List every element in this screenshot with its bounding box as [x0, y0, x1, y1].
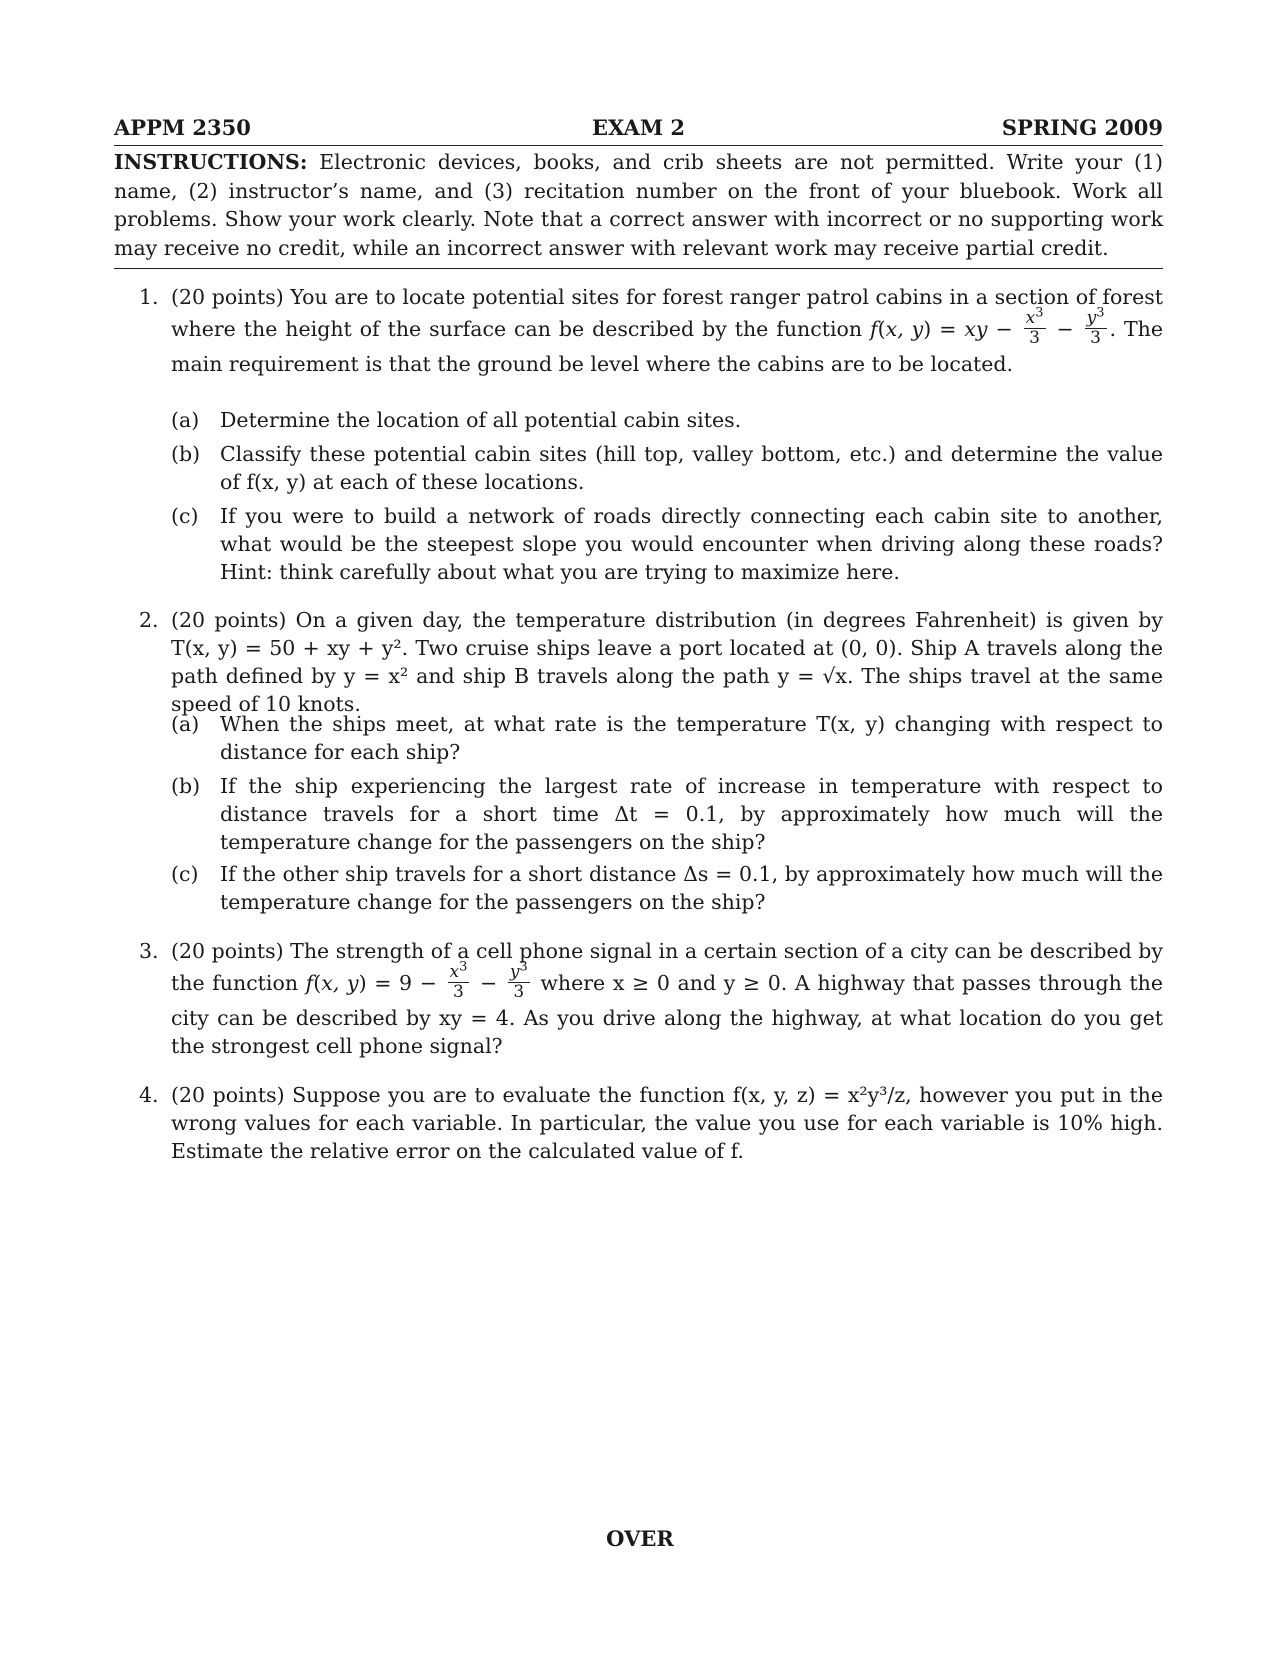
- instructions-block: [114, 148, 1163, 269]
- problem-number: 4.: [139, 1083, 159, 1107]
- exam-title: EXAM 2: [591, 115, 685, 140]
- problem-3: [114, 937, 1163, 1060]
- part-text: If you were to build a network of roads directly connecting each cabin site to another, what would be the steepest slope you would encounter when driving along these roads? Hint: think carefully about what you are trying to maximize here.: [220, 504, 1163, 584]
- problem-1c: [171, 502, 1163, 586]
- course-code: APPM 2350: [114, 115, 251, 140]
- problem-number: 3.: [139, 939, 159, 963]
- problem-number: 2.: [139, 608, 159, 632]
- instructions-text: Electronic devices, books, and crib sheets are not permitted. Write your (1) name, (2) instructor’s name, and (3) recitation number on the front of your bluebook. Work all problems. Show your work clearly. Note that a correct answer with incorrect or no supporting work may receive no credit, while an incorrect answer with relevant work may receive partial credit.: [114, 150, 1163, 260]
- part-text: Classify these potential cabin sites (hill top, valley bottom, etc.) and determine the value of f(x, y) at each of these locations.: [220, 442, 1163, 494]
- problem-1b: [171, 440, 1163, 496]
- problem-1-text-b: . The main requirement is that the ground be level where the cabins are to be located.: [171, 317, 1163, 376]
- problem-2b: [171, 772, 1163, 856]
- problem-text: (20 points) Suppose you are to evaluate the function f(x, y, z) = x²y³/z, however you put in the wrong values for each variable. In particular, the value you use for each variable is 10% high. Estimate the relative error on the calculated value of f.: [171, 1083, 1163, 1163]
- problem-3-text-b: where x ≥ 0 and y ≥ 0. A highway that passes through the city can be described by xy = 4. As you drive along the highway, at what location do you get the strongest cell phone signal?: [171, 971, 1163, 1058]
- over-label: OVER: [606, 1526, 674, 1551]
- instructions-label: INSTRUCTIONS:: [114, 150, 308, 174]
- problem-3-text-a: (20 points) The strength of a cell phone signal in a certain section of a city can be described by the function: [171, 939, 1163, 995]
- problem-text: [171, 283, 1163, 378]
- problem-1-text-a: (20 points) You are to locate potential sites for forest ranger patrol cabins in a section of forest where the height of the surface can be described by the function: [171, 285, 1163, 341]
- part-label: (a): [171, 408, 200, 432]
- part-label: (c): [171, 504, 199, 528]
- problem-1: [114, 283, 1163, 378]
- problem-3-formula: f(x, y) = 9 − $\frac{x^3}{3}$ − $\frac{y^3}{3}$: [305, 959, 528, 1002]
- problem-1a: [171, 406, 1163, 434]
- part-label: (b): [171, 442, 201, 466]
- problem-2: [114, 606, 1163, 718]
- problem-4: [114, 1081, 1163, 1165]
- part-text: When the ships meet, at what rate is the temperature T(x, y) changing with respect to distance for each ship?: [220, 712, 1163, 764]
- part-label: (a): [171, 712, 200, 736]
- problem-text: (20 points) On a given day, the temperature distribution (in degrees Fahrenheit) is given by T(x, y) = 50 + xy + y². Two cruise ships leave a port located at (0, 0). Ship A travels along the path defined by y = x² and ship B travels along the path y = √x. The ships travel at the same speed of 10 knots.: [171, 608, 1163, 716]
- problem-2c: [171, 860, 1163, 916]
- problem-text: [171, 937, 1163, 1060]
- exam-header: [114, 113, 1163, 146]
- problem-number: 1.: [139, 285, 159, 309]
- problem-1-formula: f(x, y) = xy − $\frac{x^3}{3}$ − $\frac{y^3}{3}$: [870, 305, 1105, 348]
- part-text: If the ship experiencing the largest rate of increase in temperature with respect to distance travels for a short time Δt = 0.1, by approximately how much will the temperature change for the passengers on the ship?: [220, 774, 1163, 854]
- part-text: Determine the location of all potential cabin sites.: [220, 408, 742, 432]
- part-label: (b): [171, 774, 201, 798]
- part-text: If the other ship travels for a short distance Δs = 0.1, by approximately how much will the temperature change for the passengers on the ship?: [220, 862, 1163, 914]
- problem-2a: [171, 710, 1163, 766]
- part-label: (c): [171, 862, 199, 886]
- exam-term: SPRING 2009: [1001, 115, 1163, 140]
